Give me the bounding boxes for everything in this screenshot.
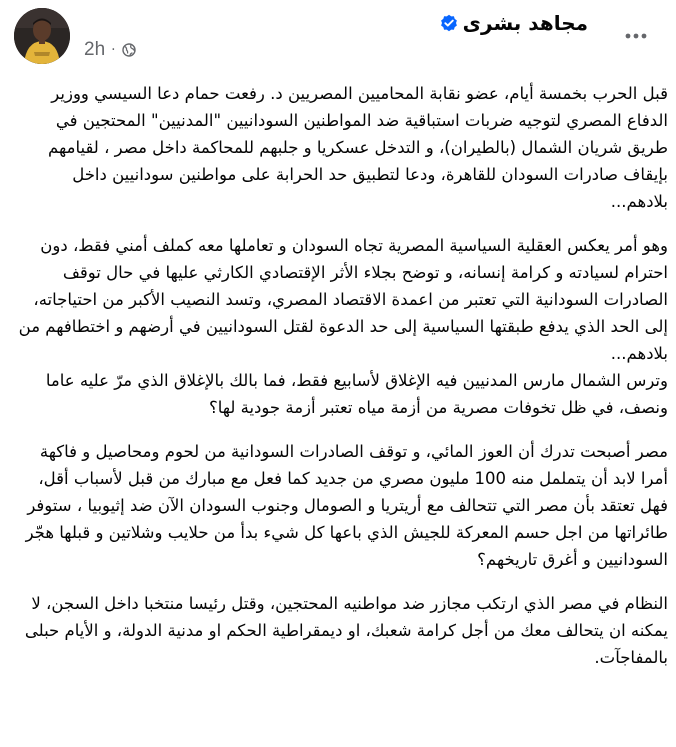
globe-icon[interactable] <box>122 43 136 57</box>
verified-badge-icon <box>440 14 458 32</box>
avatar-photo <box>14 8 70 64</box>
post-paragraph: النظام في مصر الذي ارتكب مجازر ضد مواطنيه المحتجين، وقتل رئيسا منتخبا داخل السجن، لا يمكنه ان يتحالف معك من أجل كرامة شعبك، او ديمقراطية الحكم او مدنية الدولة، و الأيام حبلى بالمفاجآت. <box>24 594 668 667</box>
avatar[interactable] <box>14 8 70 64</box>
post-header <box>0 0 676 80</box>
author-line <box>440 10 588 36</box>
separator-dot: · <box>111 42 116 58</box>
author-name[interactable]: مجاهد بشرى <box>462 11 588 35</box>
post-timestamp[interactable]: 2h <box>84 39 106 60</box>
post-paragraph: وهو أمر يعكس العقلية السياسية المصرية تجاه السودان و تعاملها معه كملف أمني فقط، دون احترام لسيادته و كرامة إنسانه، و توضح بجلاء الأثر الإقتصادي الكارثي عليها في حال توقف الصادرات السودانية التي تعتبر من اعمدة الاقتصاد المصري، وتسد النصيب الأكبر من احتياجاته، إلى الحد الذي يدفع طبقتها السياسية إلى حد الدعوة لقتل السودانيين في أرضهم و اختطافهم من بلادهم... وترس الشمال مارس المدنيين فيه الإغلاق لأسابيع فقط، فما بالك بالإغلاق الذي مرّ عليه عاما ونصف، في ظل تخوفات مصرية من أزمة مياه تعتبر أزمة جودية لها؟ <box>18 236 668 417</box>
post-meta <box>84 38 136 62</box>
post-body <box>14 80 668 688</box>
more-horizontal-icon <box>625 33 647 39</box>
post-paragraph: قبل الحرب بخمسة أيام، عضو نقابة المحاميين المصريين د. رفعت حمام دعا السيسي ووزير الدفاع المصري لتوجيه ضربات استباقية ضد المواطنين السودانيين "المدنيين" المحتجين في طريق شريان الشمال (بالطيران)، و التدخل عسكريا و جلبهم للمحاكمة داخل مصر ، لقيامهم بإيقاف صادرات السودان للقاهرة، ودعا لتطبيق حد الحرابة على مواطنين سودانيين داخل بلادهم... <box>48 84 668 211</box>
post-paragraph: مصر أصبحت تدرك أن العوز المائي، و توقف الصادرات السودانية من لحوم ومحاصيل و فاكهة أمرا لابد أن يتململ منه 100 مليون مصري من جديد كما فعل مع مبارك من قبل لأسباب أقل، فهل تعتقد بأن مصر التي تتحالف مع أريتريا و الصومال وجنوب السودان الآن ضد إثيوبيا ، ستوفر طائراتها من اجل حسم المعركة للجيش الذي باعها كل شيء بدأ من حلايب وشلاتين و قبلها هجّر السودانيين و أغرق تاريخهم؟ <box>25 442 668 569</box>
more-options-button[interactable] <box>618 18 654 54</box>
